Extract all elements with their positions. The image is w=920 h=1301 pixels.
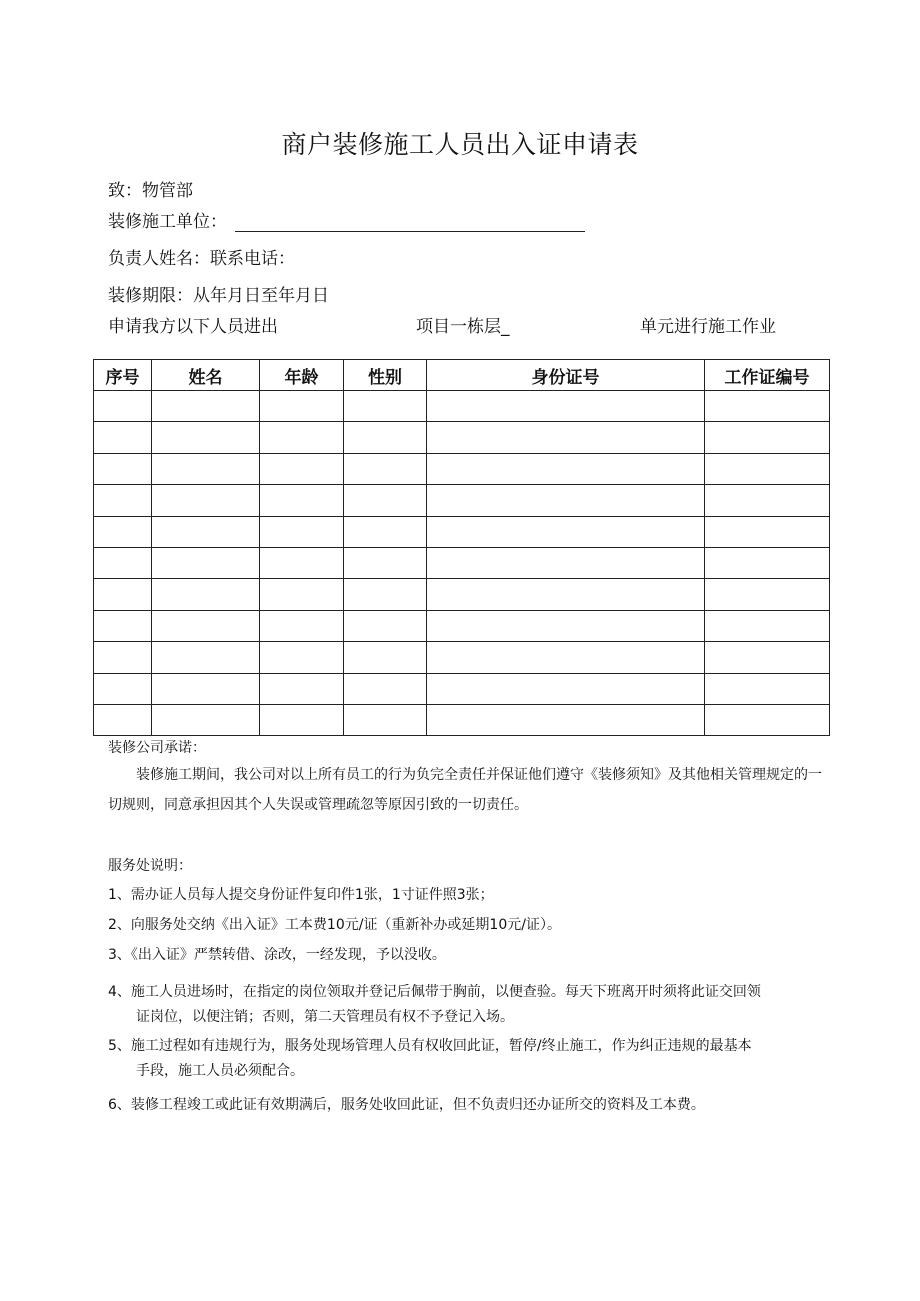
form-title: 商户装修施工人员出入证申请表 bbox=[281, 130, 639, 159]
table-cell[interactable] bbox=[94, 579, 152, 610]
table-cell[interactable] bbox=[152, 422, 260, 453]
table-cell[interactable] bbox=[94, 485, 152, 516]
table-cell[interactable] bbox=[94, 391, 152, 422]
table-cell[interactable] bbox=[152, 642, 260, 673]
table-cell[interactable] bbox=[260, 485, 344, 516]
table-cell[interactable] bbox=[427, 704, 705, 735]
table-cell[interactable] bbox=[260, 579, 344, 610]
table-cell[interactable] bbox=[260, 704, 344, 735]
table-cell[interactable] bbox=[260, 547, 344, 578]
commitment-heading: 装修公司承诺： bbox=[108, 740, 206, 756]
note-item-5: 5、施工过程如有违规行为，服务处现场管理人员有权收回此证，暂停/终止施工，作为纠正违规的最基本 bbox=[108, 1038, 752, 1054]
table-cell[interactable] bbox=[344, 673, 427, 704]
table-cell[interactable] bbox=[427, 485, 705, 516]
note-item-2: 2、向服务处交纳《出入证》工本费10元/证（重新补办或延期10元/证）。 bbox=[108, 917, 561, 933]
table-cell[interactable] bbox=[427, 673, 705, 704]
table-cell[interactable] bbox=[260, 642, 344, 673]
table-cell[interactable] bbox=[427, 642, 705, 673]
table-header-row bbox=[94, 360, 830, 391]
table-cell[interactable] bbox=[427, 422, 705, 453]
table-cell[interactable] bbox=[344, 485, 427, 516]
col-header-gender: 性别 bbox=[344, 360, 427, 391]
contact-line: 负责人姓名：联系电话： bbox=[108, 249, 295, 269]
table-cell[interactable] bbox=[344, 516, 427, 547]
col-header-work-permit: 工作证编号 bbox=[705, 360, 830, 391]
table-row bbox=[94, 610, 830, 641]
table-cell[interactable] bbox=[705, 516, 830, 547]
note-item-4-cont: 证岗位，以便注销；否则，第二天管理员有权不予登记入场。 bbox=[136, 1009, 514, 1025]
apply-text-1: 申请我方以下人员进出 bbox=[108, 317, 278, 337]
table-cell[interactable] bbox=[705, 453, 830, 484]
table-cell[interactable] bbox=[260, 673, 344, 704]
table-cell[interactable] bbox=[705, 704, 830, 735]
table-cell[interactable] bbox=[94, 673, 152, 704]
note-item-6: 6、装修工程竣工或此证有效期满后，服务处收回此证，但不负责归还办证所交的资料及工本费。 bbox=[108, 1097, 705, 1113]
table-cell[interactable] bbox=[344, 642, 427, 673]
table-cell[interactable] bbox=[152, 704, 260, 735]
table-cell[interactable] bbox=[705, 610, 830, 641]
table-cell[interactable] bbox=[344, 391, 427, 422]
table-cell[interactable] bbox=[705, 547, 830, 578]
table-row bbox=[94, 516, 830, 547]
commitment-text: 装修施工期间，我公司对以上所有员工的行为负完全责任并保证他们遵守《装修须知》及其他相关管理规定的一切规则，同意承担因其个人失误或管理疏忽等原因引致的一切责任。 bbox=[108, 767, 822, 813]
table-cell[interactable] bbox=[427, 579, 705, 610]
table-row bbox=[94, 642, 830, 673]
table-cell[interactable] bbox=[152, 673, 260, 704]
table-cell[interactable] bbox=[344, 704, 427, 735]
note-item-1: 1、需办证人员每人提交身份证件复印件1张，1寸证件照3张； bbox=[108, 887, 494, 903]
table-cell[interactable] bbox=[427, 516, 705, 547]
table-cell[interactable] bbox=[94, 642, 152, 673]
table-cell[interactable] bbox=[94, 547, 152, 578]
table-cell[interactable] bbox=[152, 547, 260, 578]
apply-text-2: 项目一栋层_ bbox=[416, 317, 510, 337]
table-cell[interactable] bbox=[94, 453, 152, 484]
note-item-5-cont: 手段，施工人员必须配合。 bbox=[136, 1063, 304, 1079]
table-cell[interactable] bbox=[260, 391, 344, 422]
renovation-period: 装修期限：从年月日至年月日 bbox=[108, 286, 329, 306]
table-cell[interactable] bbox=[260, 453, 344, 484]
table-cell[interactable] bbox=[344, 422, 427, 453]
table-cell[interactable] bbox=[94, 704, 152, 735]
construction-unit-label: 装修施工单位： bbox=[108, 212, 227, 232]
table-cell[interactable] bbox=[344, 610, 427, 641]
table-row bbox=[94, 673, 830, 704]
table-cell[interactable] bbox=[705, 642, 830, 673]
table-row bbox=[94, 547, 830, 578]
table-row bbox=[94, 579, 830, 610]
table-cell[interactable] bbox=[260, 422, 344, 453]
table-cell[interactable] bbox=[260, 610, 344, 641]
table-row bbox=[94, 391, 830, 422]
table-cell[interactable] bbox=[152, 391, 260, 422]
table-cell[interactable] bbox=[427, 453, 705, 484]
table-row bbox=[94, 704, 830, 735]
table-cell[interactable] bbox=[344, 547, 427, 578]
construction-unit-field[interactable] bbox=[235, 213, 585, 232]
table-cell[interactable] bbox=[344, 579, 427, 610]
table-cell[interactable] bbox=[94, 610, 152, 641]
col-header-name: 姓名 bbox=[152, 360, 260, 391]
table-cell[interactable] bbox=[260, 516, 344, 547]
col-header-index: 序号 bbox=[94, 360, 152, 391]
table-cell[interactable] bbox=[344, 453, 427, 484]
table-cell[interactable] bbox=[152, 579, 260, 610]
table-cell[interactable] bbox=[152, 516, 260, 547]
table-cell[interactable] bbox=[152, 453, 260, 484]
construction-unit-row bbox=[108, 207, 585, 232]
notes-heading: 服务处说明： bbox=[108, 858, 192, 874]
table-row bbox=[94, 485, 830, 516]
table-cell[interactable] bbox=[427, 391, 705, 422]
table-cell[interactable] bbox=[427, 547, 705, 578]
apply-text-3: 单元进行施工作业 bbox=[640, 317, 776, 337]
table-row bbox=[94, 422, 830, 453]
personnel-table bbox=[93, 359, 830, 736]
note-item-3: 3、《出入证》严禁转借、涂改，一经发现，予以没收。 bbox=[108, 947, 446, 963]
table-cell[interactable] bbox=[152, 610, 260, 641]
table-cell[interactable] bbox=[94, 516, 152, 547]
col-header-id-number: 身份证号 bbox=[427, 360, 705, 391]
table-cell[interactable] bbox=[427, 610, 705, 641]
addressee: 致：物管部 bbox=[108, 181, 193, 201]
table-cell[interactable] bbox=[705, 422, 830, 453]
table-cell[interactable] bbox=[705, 579, 830, 610]
table-cell[interactable] bbox=[705, 485, 830, 516]
table-cell[interactable] bbox=[94, 422, 152, 453]
table-cell[interactable] bbox=[152, 485, 260, 516]
table-cell[interactable] bbox=[705, 391, 830, 422]
note-item-4: 4、施工人员进场时，在指定的岗位领取并登记后佩带于胸前，以便查验。每天下班离开时须将此证交回领 bbox=[108, 984, 761, 1000]
table-row bbox=[94, 453, 830, 484]
col-header-age: 年龄 bbox=[260, 360, 344, 391]
table-cell[interactable] bbox=[705, 673, 830, 704]
